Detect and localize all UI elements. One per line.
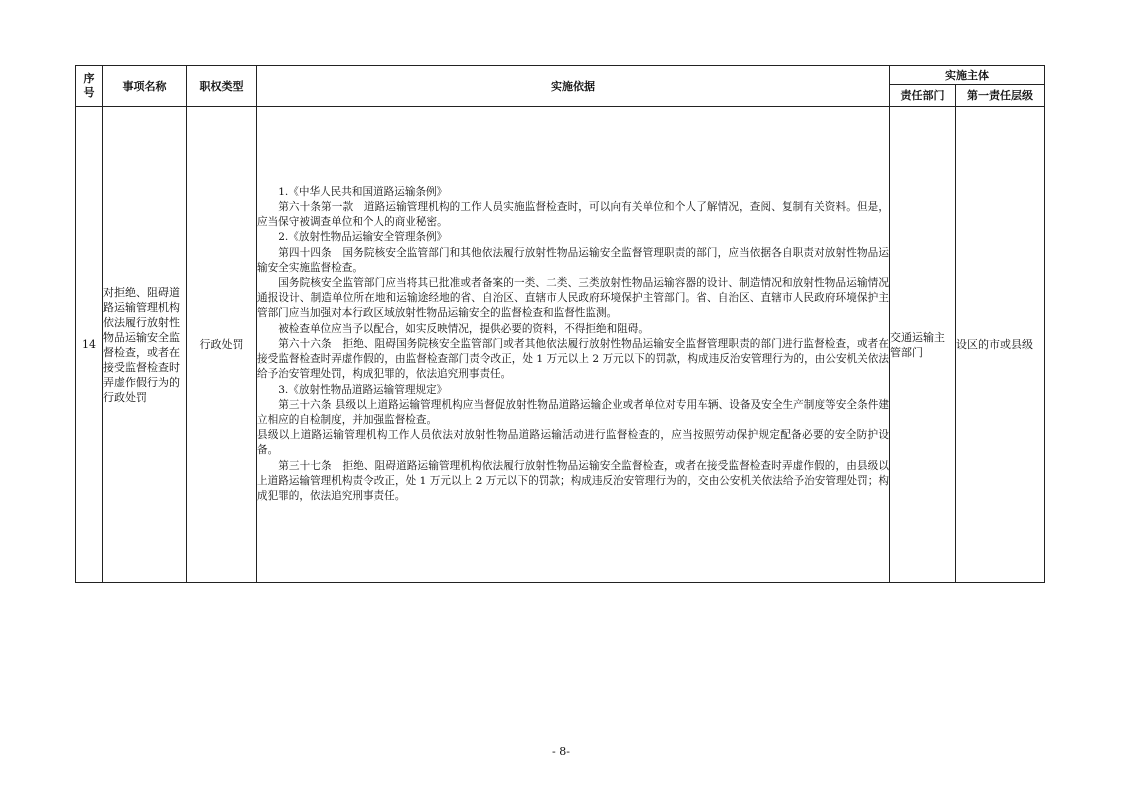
authority-table (75, 65, 1045, 583)
basis-line: 1.《中华人民共和国道路运输条例》 (278, 185, 448, 198)
basis-line: 被检查单位应当予以配合，如实反映情况，提供必要的资料，不得拒绝和阻碍。 (278, 322, 649, 335)
header-level: 第一责任层级 (956, 85, 1045, 107)
basis-line: 第三十七条 拒绝、阻碍道路运输管理机构依法履行放射性物品运输安全监督检查，或者在接受监督检查时弄虚作假的，由县级以上道路运输管理机构责令改正，处 1 万元以上 2 万元以下的罚款；构成违反治安管理行为的，交由公安机关依法给予治安管理处罚；构成犯罪的，依法追究刑事责任。 (257, 459, 889, 502)
table-row (76, 107, 1045, 583)
row-seq: 14 (76, 107, 103, 583)
basis-line: 3.《放射性物品道路运输管理规定》 (278, 383, 448, 396)
row-basis (257, 107, 890, 583)
row-item-name: 对拒绝、阻碍道路运输管理机构依法履行放射性物品运输安全监督检查，或者在接受监督检查时弄虚作假行为的行政处罚 (103, 107, 187, 583)
header-power-type: 职权类型 (187, 66, 257, 107)
header-basis: 实施依据 (257, 66, 890, 107)
header-item-name: 事项名称 (103, 66, 187, 107)
basis-line: 第三十六条 县级以上道路运输管理机构应当督促放射性物品道路运输企业或者单位对专用车辆、设备及安全生产制度等安全条件建立相应的自检制度，并加强监督检查。 (257, 398, 889, 426)
header-seq (76, 66, 103, 107)
basis-line: 国务院核安全监管部门应当将其已批准或者备案的一类、二类、三类放射性物品运输容器的设计、制造情况和放射性物品运输情况通报设计、制造单位所在地和运输途经地的省、自治区、直辖市人民政府环境保护主管部门。省、自治区、直辖市人民政府环境保护主管部门应当加强对本行政区域放射性物品运输安全的监督检查和监督性监测。 (257, 277, 889, 320)
basis-line: 第六十六条 拒绝、阻碍国务院核安全监管部门或者其他依法履行放射性物品运输安全监督管理职责的部门进行监督检查，或者在接受监督检查时弄虚作假的，由监督检查部门责令改正，处 1 万元以上 2 万元以下的罚款，构成违反治安管理行为的，由公安机关依法给予治安管理处罚，构成犯罪的，依法追究刑事责任。 (257, 337, 889, 381)
row-dept: 交通运输主管部门 (890, 107, 956, 583)
row-level: 设区的市或县级 (956, 107, 1045, 583)
basis-line: 第四十四条 国务院核安全监管部门和其他依法履行放射性物品运输安全监督管理职责的部门，应当依据各自职责对放射性物品运输安全实施监督检查。 (257, 246, 889, 274)
header-dept: 责任部门 (890, 85, 956, 107)
basis-line: 第六十条第一款 道路运输管理机构的工作人员实施监督检查时，可以向有关单位和个人了解情况，查阅、复制有关资料。但是，应当保守被调查单位和个人的商业秘密。 (257, 201, 889, 229)
basis-line: 县级以上道路运输管理机构工作人员依法对放射性物品道路运输活动进行监督检查的，应当按照劳动保护规定配备必要的安全防护设备。 (257, 429, 889, 457)
page-number: - 8- (552, 745, 570, 758)
row-power-type: 行政处罚 (187, 107, 257, 583)
header-subject: 实施主体 (890, 66, 1045, 85)
basis-line: 2.《放射性物品运输安全管理条例》 (278, 231, 448, 244)
header-seq-label: 序号 (83, 72, 95, 99)
